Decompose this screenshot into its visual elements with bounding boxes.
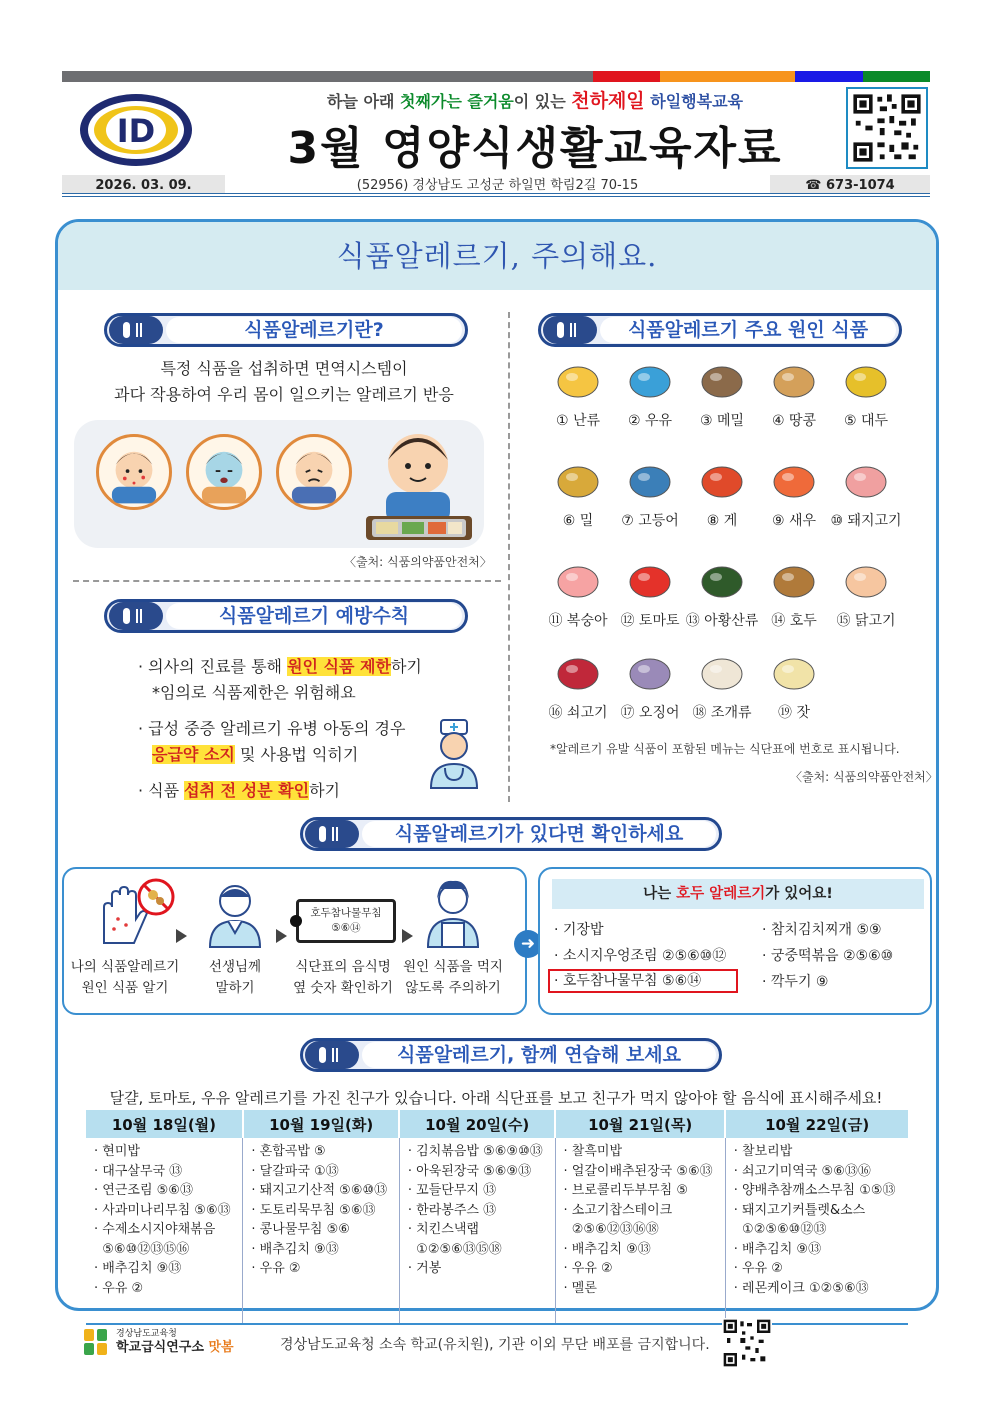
menu-item[interactable]: · 치킨스낵랩 (407, 1222, 479, 1237)
day-header: 10월 21일(목) (555, 1110, 725, 1138)
allergen-item (684, 652, 760, 722)
allergen-label: ② 우유 (627, 413, 673, 429)
menu-item[interactable]: · 돼지고기커틀렛&소스 (733, 1202, 866, 1218)
example-menu-left: · 기장밥 · 소시지우엉조림 ②⑤⑥⑩⑫ · 호두참나물무침 ⑤⑥⑭ (554, 917, 738, 993)
source-label: 〈출처: 식품의약품안전처〉 (344, 555, 492, 569)
allergen-label: ⑱ 조개류 (692, 705, 752, 721)
check-steps (62, 867, 527, 1015)
example-menu-right: · 참치김치찌개 ⑤⑨ · 궁중떡볶음 ②⑤⑥⑩ · 깍두기 ⑨ (762, 922, 894, 990)
section-heading-prevention: 식품알레르기 예방수칙 (104, 599, 468, 633)
menu-item[interactable]: · 배추김치 ⑨⑬ (563, 1241, 651, 1257)
allergen-label: ④ 땅콩 (771, 413, 817, 429)
page-title: 3월 영양식생활교육자료 (287, 123, 783, 174)
allergen-item (540, 360, 616, 430)
highlighted-menu-item: · 호두참나물무침 ⑤⑥⑭ (548, 969, 738, 993)
menu-item[interactable]: · 얼갈이배추된장국 ⑤⑥⑬ (563, 1163, 713, 1179)
menu-item[interactable]: · 대구살무국 ⑬ (94, 1163, 183, 1179)
day-header: 10월 22일(금) (725, 1110, 908, 1138)
definition-text: 특정 식품을 섭취하면 면역시스템이 과다 작용하여 우리 몸이 일으키는 알레르기 반응 (114, 359, 454, 404)
menu-item[interactable]: · 돼지고기산적 ⑤⑥⑩⑬ (251, 1183, 388, 1198)
day-header: 10월 18일(월) (86, 1110, 243, 1138)
shrimp-icon (769, 460, 819, 500)
allergen-item (828, 360, 904, 430)
svg-text:ID: ID (116, 112, 156, 150)
menu-item[interactable]: · 찰흑미밥 (563, 1144, 622, 1159)
allergen-label: ⑩ 돼지고기 (830, 513, 902, 529)
board-pin-icon (290, 915, 302, 927)
allergen-label: ⑪ 복숭아 (548, 613, 608, 629)
step-2: 선생님께 말하기 (208, 959, 262, 996)
banner-title: 식품알레르기, 주의해요. (58, 222, 936, 290)
pork-icon (841, 460, 891, 500)
qr-code-icon[interactable] (846, 87, 928, 169)
walnut-icon (769, 560, 819, 600)
milk-icon (625, 360, 675, 400)
allergen-label: ③ 메밀 (699, 413, 745, 429)
allergen-item (756, 560, 832, 630)
menu-item[interactable]: · 멜론 (563, 1280, 597, 1296)
breathing-child-icon (186, 434, 262, 510)
allergen-item (540, 460, 616, 530)
menu-item[interactable]: · 혼합곡밥 ⑤ (251, 1144, 326, 1159)
allergen-item (756, 460, 832, 530)
menu-item[interactable]: · 찰보리밥 (733, 1144, 793, 1159)
menu-item[interactable]: ①②⑤⑥⑩⑫⑬ (733, 1222, 827, 1237)
peanut-icon (769, 360, 819, 400)
menu-item[interactable]: ①②⑤⑥⑬⑮⑱ (407, 1241, 502, 1257)
menu-item[interactable]: · 소고기찹스테이크 (563, 1202, 673, 1218)
menu-item[interactable]: · 꼬들단무지 ⑬ (407, 1183, 497, 1198)
section-heading-allergens: 식품알레르기 주요 원인 식품 (538, 313, 902, 347)
allergen-note: *알레르기 유발 식품이 포함된 메뉴는 식단표에 번호로 표시됩니다. (550, 742, 900, 756)
soybean-icon (841, 360, 891, 400)
menu-item[interactable]: · 현미밥 (94, 1144, 140, 1159)
step-1: 나의 식품알레르기 원인 식품 알기 (70, 959, 180, 996)
menu-item[interactable]: · 도토리묵무침 ⑤⑥⑬ (251, 1202, 376, 1218)
student-apron-icon (422, 877, 484, 949)
research-logo-icon (82, 1327, 110, 1357)
rule-1: · 의사의 진료를 통해 원인 식품 제한하기 *임의로 식품제한은 위험해요 (138, 657, 422, 702)
spoon-fork-icon (305, 1041, 359, 1069)
clam-icon (697, 652, 747, 692)
practice-menu-table (86, 1110, 908, 1325)
step-3: 식단표의 음식명 옆 숫자 확인하기 (293, 959, 393, 996)
phone-number: ☎ 673-1074 (770, 175, 930, 193)
squid-icon (625, 652, 675, 692)
menu-item[interactable]: · 거봉 (407, 1261, 442, 1276)
doctor-icon (427, 718, 481, 790)
allergen-item (612, 360, 688, 430)
allergen-item (684, 560, 760, 630)
info-bar (62, 175, 930, 197)
allergen-label: ⑫ 토마토 (620, 613, 680, 629)
menu-item[interactable]: · 쇠고기미역국 ⑤⑥⑬⑯ (733, 1163, 871, 1179)
day-header: 10월 20일(수) (399, 1110, 555, 1138)
allergen-label: ⑬ 아황산류 (685, 613, 759, 629)
column-divider (508, 312, 510, 802)
color-segment-blue (795, 71, 862, 82)
allergen-item (612, 460, 688, 530)
color-segment-red (593, 71, 660, 82)
allergen-label: ⑨ 새우 (771, 513, 817, 529)
teacher-icon (204, 877, 266, 949)
menu-item[interactable]: · 아욱된장국 ⑤⑥⑨⑬ (407, 1163, 532, 1179)
menu-item[interactable]: · 콩나물무침 ⑤⑥ (251, 1222, 350, 1237)
peach-icon (553, 560, 603, 600)
itchy-child-icon (96, 434, 172, 510)
allergen-item (612, 560, 688, 630)
menu-item[interactable]: · 우유 ② (251, 1261, 301, 1276)
menu-item[interactable]: · 브로콜리두부무침 ⑤ (563, 1183, 689, 1198)
allergen-label: ⑲ 잣 (778, 705, 810, 721)
eating-child-icon (360, 424, 478, 544)
day-header: 10월 19일(화) (243, 1110, 400, 1138)
allergen-item (756, 652, 832, 722)
tomato-icon (625, 560, 675, 600)
color-segment-orange (660, 71, 727, 82)
menu-item[interactable]: · 달갈파국 ①⑬ (251, 1163, 339, 1179)
menu-item[interactable]: · 우유 ② (94, 1280, 144, 1296)
example-menu (538, 867, 932, 1015)
menu-board: 호두참나물무침 ⑤⑥⑭ (296, 899, 396, 943)
menu-item[interactable]: ②⑤⑥⑫⑬⑯⑱ (563, 1222, 659, 1237)
allergen-item (684, 360, 760, 430)
menu-item[interactable]: · 배추김치 ⑨⑬ (94, 1261, 182, 1276)
spoon-fork-icon (109, 602, 163, 630)
spoon-fork-icon (305, 820, 359, 848)
menu-item[interactable]: · 김치볶음밥 ⑤⑥⑨⑩⑬ (407, 1144, 543, 1159)
wine-icon (697, 560, 747, 600)
allergen-label: ⑥ 밀 (562, 513, 594, 529)
menu-item[interactable]: · 우유 ② (563, 1261, 613, 1276)
section-divider (73, 580, 501, 582)
menu-item[interactable]: · 한라봉주스 ⑬ (407, 1202, 497, 1218)
stomachache-child-icon (276, 434, 352, 510)
rule-2: · 급성 중증 알레르기 유병 아동의 경우 응급약 소지 및 사용법 익히기 (138, 719, 406, 764)
prevention-rules (138, 654, 422, 814)
egg-icon (553, 360, 603, 400)
allergen-label: ⑤ 대두 (843, 413, 889, 429)
allergen-label: ⑯ 쇠고기 (548, 705, 608, 721)
chicken-icon (841, 560, 891, 600)
menu-item[interactable]: · 배추김치 ⑨⑬ (733, 1241, 822, 1257)
menu-item[interactable]: · 배추김치 ⑨⑬ (251, 1241, 339, 1257)
allergen-label: ① 난류 (555, 413, 601, 429)
day-menu-cell (399, 1138, 555, 1324)
menu-item[interactable]: · 우유 ② (733, 1261, 783, 1276)
allergen-item (612, 652, 688, 722)
symptom-illustration (74, 420, 484, 548)
issue-date: 2026. 03. 09. (62, 175, 225, 193)
allergen-item (540, 652, 616, 722)
menu-item[interactable]: · 수제소시지야채볶음 (94, 1222, 216, 1237)
no-allergen-hand-icon (96, 877, 176, 947)
allergen-item (828, 460, 904, 530)
qr-code-icon[interactable] (722, 1318, 772, 1368)
menu-item[interactable]: · 사과미나리무침 ⑤⑥⑬ (94, 1202, 231, 1218)
allergen-label: ⑧ 게 (706, 513, 738, 529)
allergen-item (540, 560, 616, 630)
day-menu-cell (86, 1138, 243, 1324)
allergen-item (684, 460, 760, 530)
school-address: (52956) 경상남도 고성군 하일면 학림2길 70-15 (356, 178, 639, 193)
rule-3: · 식품 섭취 전 성분 확인하기 (138, 781, 340, 800)
allergen-item (756, 360, 832, 430)
header-color-bar (62, 71, 930, 82)
practice-instructions: 달걀, 토마토, 우유 알레르기를 가진 친구가 있습니다. 아래 식단표를 보고 친구가 먹지 않아야 할 음식에 표시해주세요! (109, 1089, 883, 1107)
step-4: 원인 식품을 먹지 않도록 주의하기 (403, 959, 503, 996)
color-segment-orange2 (728, 71, 795, 82)
spoon-fork-icon (543, 316, 597, 344)
day-menu-cell (725, 1138, 908, 1324)
allergen-label: ⑰ 오징어 (620, 705, 680, 721)
section-heading-what-is: 식품알레르기란? (104, 313, 468, 347)
menu-item[interactable]: · 연근조림 ⑤⑥⑬ (94, 1183, 193, 1198)
mackerel-icon (625, 460, 675, 500)
section-heading-practice: 식품알레르기, 함께 연습해 보세요 (300, 1038, 722, 1072)
footer-notice: 경상남도교육청 소속 학교(유치원), 기관 이외 무단 배포를 금지합니다. (280, 1337, 710, 1353)
arrow-right-icon: ➜ (514, 930, 542, 958)
research-center-logo: 경상남도교육청 학교급식연구소 맛봄 (82, 1325, 242, 1359)
menu-item[interactable]: · 양배추참깨소스무침 ①⑤⑬ (733, 1183, 896, 1198)
allergen-label: ⑮ 닭고기 (836, 613, 896, 629)
menu-item[interactable]: ⑤⑥⑩⑫⑬⑮⑯ (94, 1241, 190, 1257)
allergen-source: 〈출처: 식품의약품안전처〉 (790, 770, 938, 784)
color-segment-green (863, 71, 930, 82)
slogan: 하늘 아래 첫째가는 즐거움이 있는 천하제일 하일행복교육 (327, 90, 743, 112)
school-logo (78, 92, 194, 168)
menu-item[interactable]: · 레몬케이크 ①②⑤⑥⑬ (733, 1280, 869, 1296)
allergen-label: ⑭ 호두 (771, 613, 817, 629)
beef-icon (553, 652, 603, 692)
example-menu-heading: 나는 호두 알레르기가 있어요! (552, 879, 924, 909)
crab-icon (697, 460, 747, 500)
allergen-label: ⑦ 고등어 (621, 513, 679, 529)
pine-nut-icon (769, 652, 819, 692)
section-heading-check: 식품알레르기가 있다면 확인하세요 (300, 817, 722, 851)
buckwheat-icon (697, 360, 747, 400)
day-menu-cell (243, 1138, 400, 1324)
wheat-icon (553, 460, 603, 500)
allergen-item (828, 560, 904, 630)
spoon-fork-icon (109, 316, 163, 344)
day-menu-cell (555, 1138, 725, 1324)
